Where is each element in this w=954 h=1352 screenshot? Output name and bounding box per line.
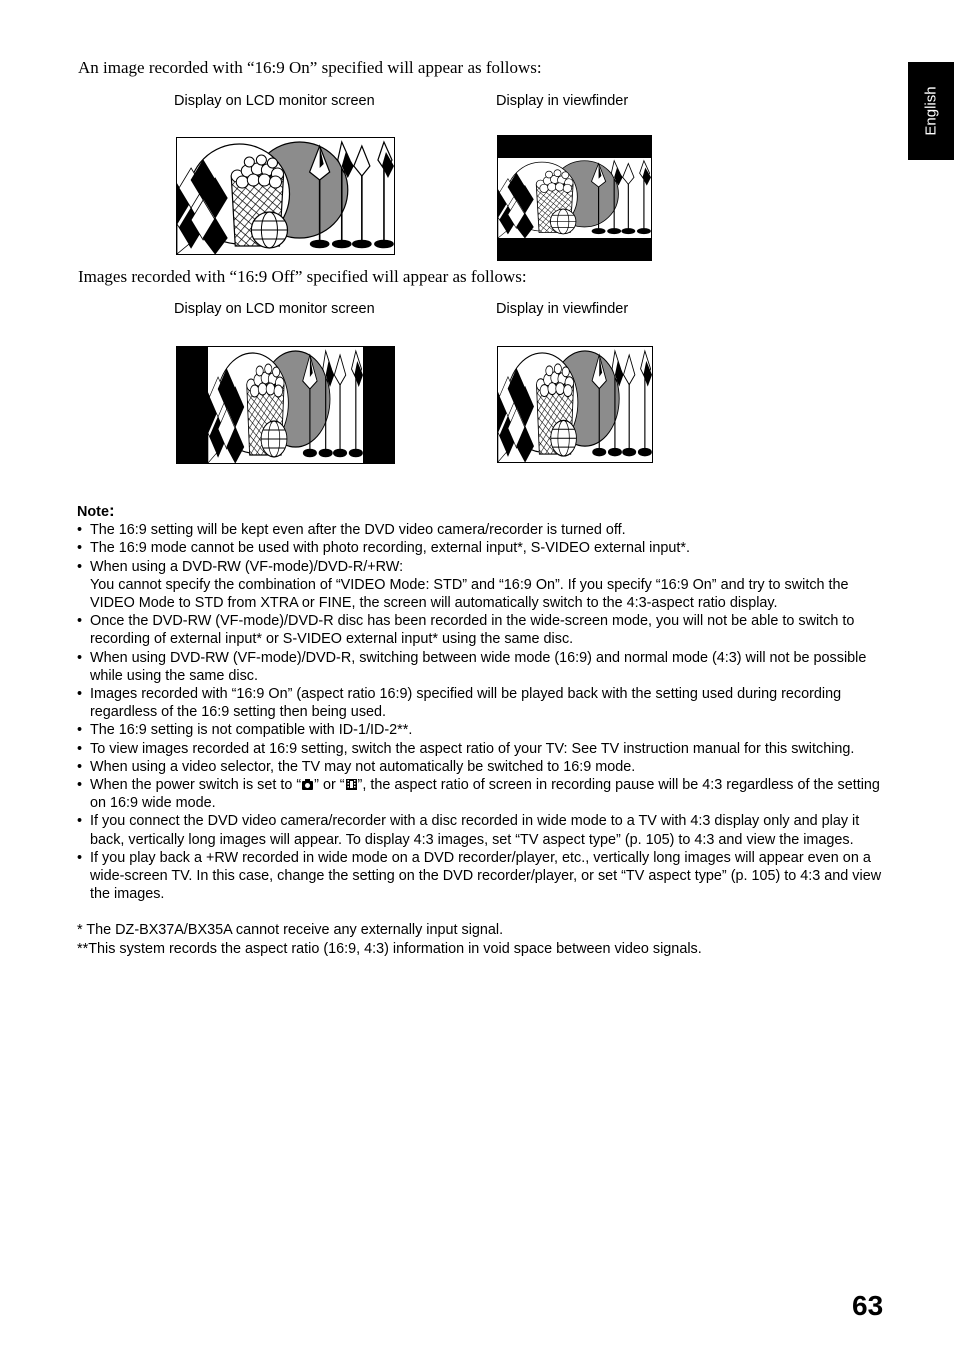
viewfinder-letterbox-illustration bbox=[497, 135, 652, 261]
list-item: • The 16:9 mode cannot be used with photo recording, external input*, S-VIDEO external input*. bbox=[77, 539, 892, 557]
note-list bbox=[77, 521, 892, 903]
page-number: 63 bbox=[852, 1290, 884, 1321]
list-item: • If you play back a +RW recorded in wide mode on a DVD recorder/player, etc., vertically long images will appear even on a wide-screen TV. In this case, change the setting on the DVD recorder/player, or set “TV aspect type” (p. 105) to 4:3 and view the images. bbox=[77, 849, 892, 904]
lcd-widescreen-illustration bbox=[176, 137, 395, 255]
list-item: • To view images recorded at 16:9 setting, switch the aspect ratio of your TV: See TV instruction manual for this switching. bbox=[77, 740, 892, 758]
list-item: • If you connect the DVD video camera/recorder with a disc recorded in wide mode to a TV with 4:3 display only and play it back, vertically long images will appear. To display 4:3 images, set “TV aspect type” (p. 105) to 4:3 and view the images. bbox=[77, 812, 892, 848]
footnote-double-asterisk: **This system records the aspect ratio (16:9, 4:3) information in void space between video signals. bbox=[77, 940, 702, 957]
list-item: • When using a DVD-RW (VF-mode)/DVD-R/+RW: You cannot specify the combination of “VIDEO Mode: STD” and “16:9 On”. If you specify “16:9 On” and try to switch the VIDEO Mode to STD from XTRA or FINE, the screen will automatically switch to the 4:3-aspect ratio display. bbox=[77, 558, 892, 613]
section2-caption-lcd: Display on LCD monitor screen bbox=[174, 301, 375, 317]
video-mode-icon bbox=[345, 778, 358, 791]
list-item: • When using DVD-RW (VF-mode)/DVD-R, switching between wide mode (16:9) and normal mode (4:3) will not be possible while using the same disc. bbox=[77, 649, 892, 685]
photo-mode-icon bbox=[301, 778, 314, 791]
language-tab bbox=[908, 62, 954, 160]
list-item: • The 16:9 setting will be kept even after the DVD video camera/recorder is turned off. bbox=[77, 521, 892, 539]
lcd-pillarbox-illustration bbox=[176, 346, 395, 464]
section1-intro: An image recorded with “16:9 On” specified will appear as follows: bbox=[78, 58, 542, 77]
section2-caption-vf: Display in viewfinder bbox=[496, 301, 629, 317]
list-item-detail: You cannot specify the combination of “VIDEO Mode: STD” and “16:9 On”. If you specify “16:9 On” and try to switch the VIDEO Mode to STD from XTRA or FINE, the screen will automatically switch to the 4:3-aspect ratio display. bbox=[90, 576, 849, 612]
list-item: • The 16:9 setting is not compatible with ID-1/ID-2**. bbox=[77, 721, 892, 739]
section1-caption-lcd: Display on LCD monitor screen bbox=[174, 93, 375, 109]
list-item: • When using a video selector, the TV may not automatically be switched to 16:9 mode. bbox=[77, 758, 892, 776]
footnote-single-asterisk: * The DZ-BX37A/BX35A cannot receive any externally input signal. bbox=[77, 922, 504, 939]
note-heading: Note: bbox=[77, 501, 115, 520]
notes-section bbox=[77, 502, 892, 958]
language-tab-label: English bbox=[922, 86, 940, 136]
viewfinder-normal-illustration bbox=[497, 346, 653, 463]
section1-caption-vf: Display in viewfinder bbox=[496, 93, 629, 109]
section2-intro: Images recorded with “16:9 Off” specified will appear as follows: bbox=[78, 267, 527, 286]
list-item: • Images recorded with “16:9 On” (aspect ratio 16:9) specified will be played back with the setting used during recording regardless of the 16:9 setting then being used. bbox=[77, 685, 892, 721]
footnotes bbox=[77, 921, 892, 957]
list-item: • Once the DVD-RW (VF-mode)/DVD-R disc has been recorded in the wide-screen mode, you will not be able to switch to recording of external input* or S-VIDEO external input* using the same disc. bbox=[77, 612, 892, 648]
list-item: • When the power switch is set to “ ” or “ ”, the aspect ratio of screen in recording pause will be 4:3 regardless of the setting on 16:9 wide mode. bbox=[77, 776, 892, 812]
